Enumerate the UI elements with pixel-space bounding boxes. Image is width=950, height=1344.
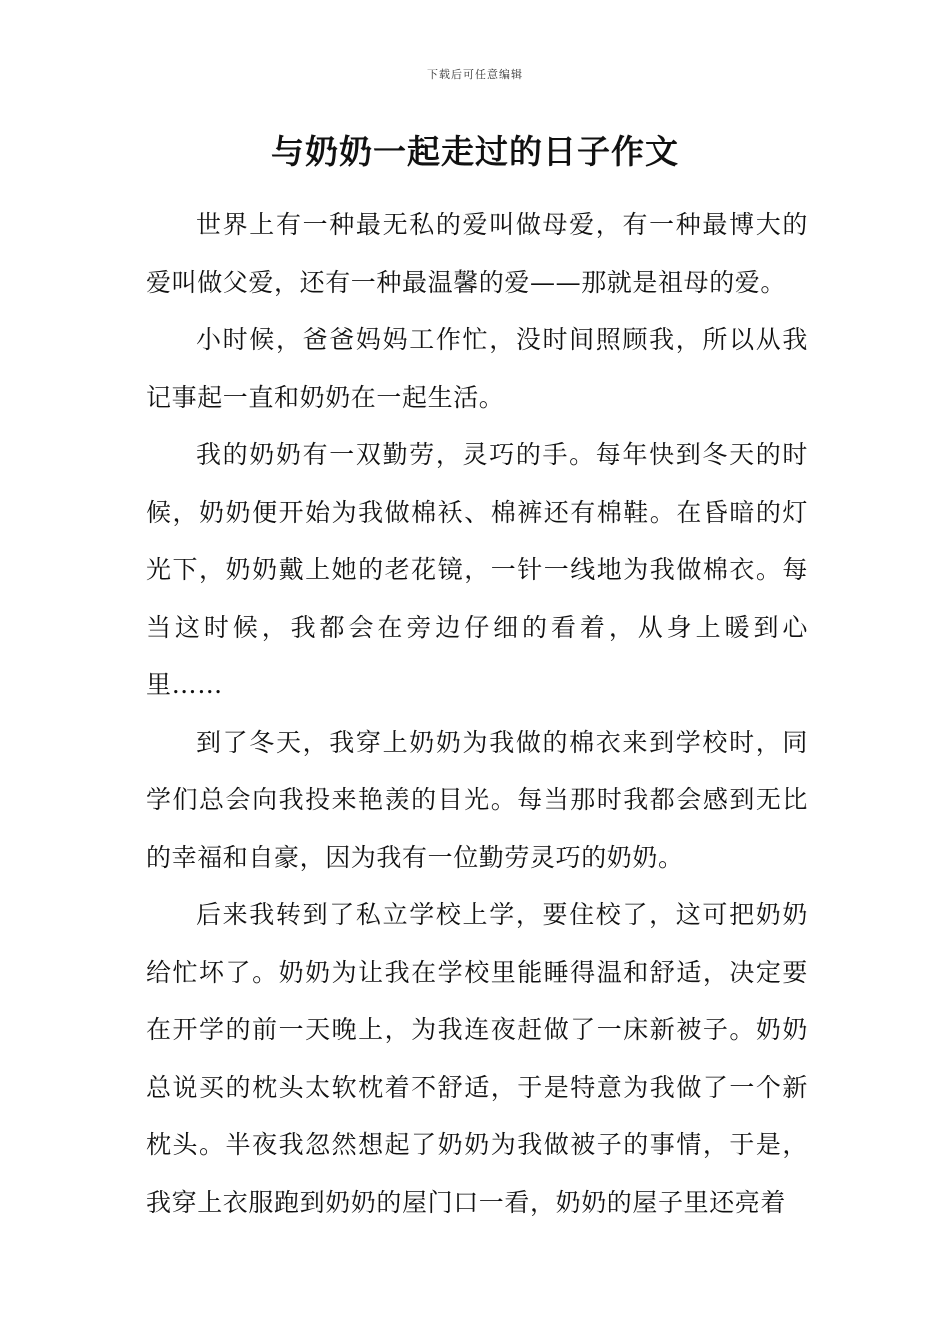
- paragraph-4: 到了冬天，我穿上奶奶为我做的棉衣来到学校时，同学们总会向我投来艳羡的目光。每当那时我都会感到无比的幸福和自豪，因为我有一位勤劳灵巧的奶奶。: [146, 727, 808, 872]
- header-note: 下载后可任意编辑: [427, 68, 523, 81]
- paragraph-5: 后来我转到了私立学校上学，要住校了，这可把奶奶给忙坏了。奶奶为让我在学校里能睡得温和舒适，决定要在开学的前一天晚上，为我连夜赶做了一床新被子。奶奶总说买的枕头太软枕着不舒适，于是特意为我做了一个新枕头。半夜我忽然想起了奶奶为我做被子的事情，于是，我穿上衣服跑到奶奶的屋门口一看，奶奶的屋子里还亮着: [146, 900, 808, 1217]
- paragraph-2: 小时候，爸爸妈妈工作忙，没时间照顾我，所以从我记事起一直和奶奶在一起生活。: [146, 325, 808, 412]
- document-body: [146, 196, 808, 1231]
- paragraph-3: 我的奶奶有一双勤劳，灵巧的手。每年快到冬天的时候，奶奶便开始为我做棉袄、棉裤还有棉鞋。在昏暗的灯光下，奶奶戴上她的老花镜，一针一线地为我做棉衣。每当这时候，我都会在旁边仔细的看着，从身上暖到心里……: [146, 440, 808, 699]
- paragraph-1: 世界上有一种最无私的爱叫做母爱，有一种最博大的爱叫做父爱，还有一种最温馨的爱——那就是祖母的爱。: [146, 210, 808, 297]
- document-title: 与奶奶一起走过的日子作文: [271, 132, 679, 171]
